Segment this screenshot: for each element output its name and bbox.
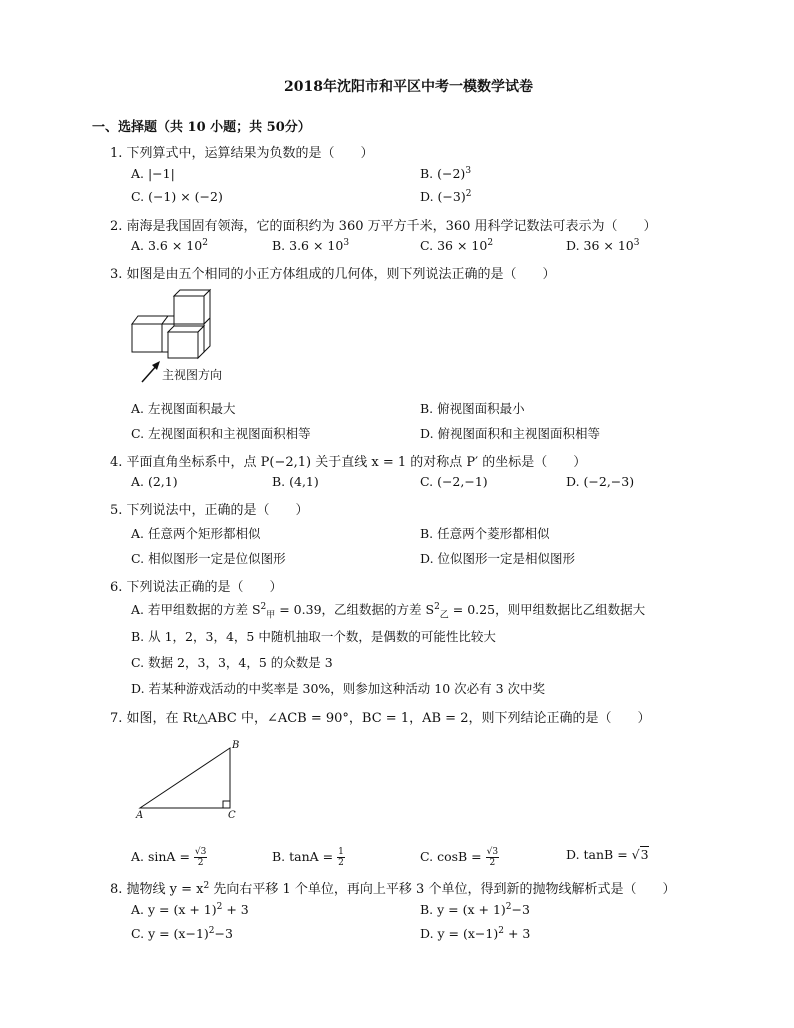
q3-stem: 3. 如图是由五个相同的小正方体组成的几何体，则下列说法正确的是（ ） [110, 267, 556, 282]
q4-option-c: C. (−2,−1) [420, 474, 488, 489]
q4-option-d: D. (−2,−3) [566, 474, 635, 489]
q1-option-d: D. $(-3)^2$ [420, 189, 472, 204]
q7-option-b: B. tanA = $\frac{1}{2}$ [272, 847, 344, 868]
cube-figure [128, 288, 228, 360]
q1-stem: 1. 下列算式中，运算结果为负数的是（ ） [110, 146, 374, 161]
q5-option-a: A. 任意两个矩形都相似 [131, 526, 261, 541]
q8-option-c: C. $y = (x-1)^2-3$ [131, 926, 233, 941]
q2-option-c: C. $36 \times 10^2$ [420, 238, 494, 253]
q5-option-b: B. 任意两个菱形都相似 [420, 526, 550, 541]
q4-stem: 4. 平面直角坐标系中，点 P(−2,1) 关于直线 x = 1 的对称点 P′ 的坐标是（ ） [110, 455, 587, 470]
q7-option-d: D. tanB = √3 [566, 847, 649, 862]
section-heading: 一、选择题（共 10 小题；共 50分） [92, 120, 311, 135]
q7-stem: 7. 如图，在 Rt△ABC 中，∠ACB = 90°，BC = 1，AB = 2，则下列结论正确的是（ ） [110, 711, 651, 726]
vertex-label-a: A [136, 810, 144, 821]
q5-option-c: C. 相似图形一定是位似图形 [131, 551, 286, 566]
q2-stem: 2. 南海是我国固有领海，它的面积约为 360 万平方千米，360 用科学记数法可表示为（ ） [110, 219, 657, 234]
q5-option-d: D. 位似图形一定是相似图形 [420, 551, 576, 566]
q8-stem: 8. 抛物线 $y = x^2$ 先向右平移 1 个单位，再向上平移 3 个单位，得到新的抛物线解析式是（ ） [110, 881, 676, 897]
q2-option-b: B. $3.6 \times 10^3$ [272, 238, 350, 253]
q8-option-b: B. $y = (x + 1)^2-3$ [420, 902, 530, 917]
q3-option-a: A. 左视图面积最大 [131, 401, 236, 416]
q8-option-a: A. $y = (x + 1)^2 + 3$ [131, 902, 249, 917]
q8-option-d: D. $y = (x-1)^2 + 3$ [420, 926, 531, 941]
q5-stem: 5. 下列说法中，正确的是（ ） [110, 503, 309, 518]
vertex-label-b: B [232, 740, 240, 751]
q1-option-c: C. (−1) × (−2) [131, 189, 223, 204]
vertex-label-c: C [228, 810, 236, 821]
q3-option-c: C. 左视图面积和主视图面积相等 [131, 426, 311, 441]
q4-option-b: B. (4,1) [272, 474, 319, 489]
q3-option-b: B. 俯视图面积最小 [420, 401, 525, 416]
page-title: 2018年沈阳市和平区中考一模数学试卷 [284, 79, 533, 95]
q6-option-c: C. 数据 2，3，3，4，5 的众数是 3 [131, 655, 333, 670]
q7-option-a: A. sinA = $\frac{√3}{2}$ [131, 847, 207, 868]
q4-option-a: A. (2,1) [131, 474, 178, 489]
q1-option-a: A. |−1| [131, 166, 175, 181]
q6-option-a: A. 若甲组数据的方差 $S^2_甲 = 0.39$，乙组数据的方差 $S^2_乙 = 0.25$，则甲组数据比乙组数据大 [131, 602, 646, 621]
q2-option-a: A. $3.6 \times 10^2$ [131, 238, 208, 253]
q6-option-d: D. 若某种游戏活动的中奖率是 30%，则参加这种活动 10 次必有 3 次中奖 [131, 681, 546, 696]
q1-option-b: B. $(-2)^3$ [420, 166, 472, 181]
q7-option-c: C. cosB = $\frac{√3}{2}$ [420, 847, 499, 868]
view-direction-arrow-icon [138, 358, 164, 386]
q6-option-b: B. 从 1，2，3，4，5 中随机抽取一个数，是偶数的可能性比较大 [131, 629, 496, 644]
q3-option-d: D. 俯视图面积和主视图面积相等 [420, 426, 601, 441]
q6-stem: 6. 下列说法正确的是（ ） [110, 580, 283, 595]
q2-option-d: D. $36 \times 10^3$ [566, 238, 640, 253]
view-direction-label: 主视图方向 [162, 368, 223, 382]
